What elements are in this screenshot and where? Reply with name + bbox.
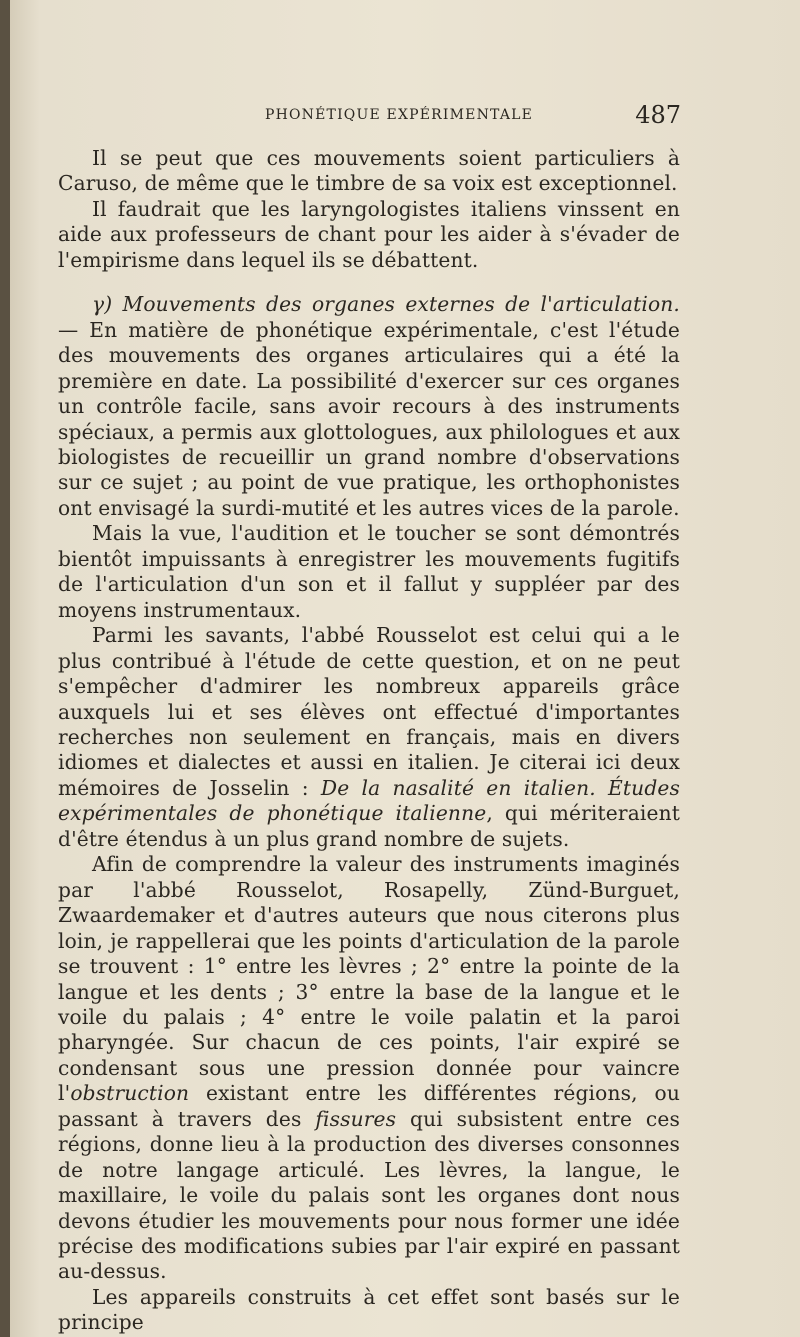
paragraph-caruso: Il se peut que ces mouvements soient particuliers à Caruso, de même que le timbre de sa voix est exceptionnel. bbox=[58, 146, 680, 196]
paragraph-laryngologists: Il faudrait que les laryngologistes italiens vinssent en aide aux professeurs de chant pour les aider à s'évader de l'empirisme dans lequel ils se débattent. bbox=[58, 196, 680, 272]
section-marker: γ) bbox=[92, 292, 113, 317]
paragraph-rousselot bbox=[58, 623, 680, 852]
paragraph-rousselot-text-b: , qui mériteraient d'être étendus à un plus grand nombre de sujets. bbox=[58, 801, 680, 851]
term-obstruction: obstruction bbox=[70, 1081, 190, 1106]
term-fissures: fissures bbox=[315, 1106, 397, 1131]
section-text: — En matière de phonétique expérimentale, c'est l'étude des mouvements des organes articulaires qui a été la première en date. La possibilité d'exercer sur ces organes un contrôle facile, sans avoir recours à des instruments spéciaux, a permis aux glottologues, aux philologues et aux biologistes de recueillir un grand nombre d'observations sur ce sujet ; au point de vue pratique, les orthophonistes ont envisagé la surdi-mutité et les autres vices de la parole. bbox=[58, 317, 680, 520]
paragraph-apparatus: Les appareils construits à cet effet sont basés sur le principe bbox=[58, 1284, 680, 1335]
title-etudes: Études expérimentales de phonétique italienne bbox=[58, 775, 680, 826]
articulation-text-b: existant entre les différentes régions, ou passant à travers des bbox=[58, 1081, 680, 1131]
articulation-text-a: Afin de comprendre la valeur des instruments imaginés par l'abbé Rousselot, Rosapelly, Zünd-Burguet, Zwaardemaker et d'autres auteurs que nous citerons plus loin, je rappellerai que les points d'articulation de la parole se trouvent : 1° entre les lèvres ; 2° entre la pointe de la langue et les dents ; 3° entre la base de la langue et le voile du palais ; 4° entre le voile palatin et la paroi pharyngée. Sur chacun de ces points, l'air expiré se condensant sous une pression donnée pour vaincre l' bbox=[58, 852, 680, 1106]
articulation-text-c: qui subsistent entre ces régions, donne lieu à la production des diverses consonnes de notre langage articulé. Les lèvres, la langue, le maxillaire, le voile du palais sont les organes dont nous devons étudier les mouvements pour nous former une idée précise des modifications subies par l'air expiré en passant au-dessus. bbox=[58, 1106, 680, 1284]
paragraph-articulation-points bbox=[58, 852, 680, 1285]
paragraph-external-organs bbox=[58, 292, 680, 521]
body-text bbox=[58, 146, 680, 1336]
page-number: 487 bbox=[635, 101, 681, 129]
title-nasalite: De la nasalité en italien. bbox=[320, 775, 596, 800]
book-spine-shadow bbox=[0, 0, 10, 1337]
running-head bbox=[58, 101, 680, 131]
paragraph-rousselot-text-a: Parmi les savants, l'abbé Rousselot est celui qui a le plus contribué à l'étude de cette question, et on ne peut s'empêcher d'admirer les nombreux appareils grâce auxquels lui et ses élèves ont effectué d'importantes recherches non seulement en français, mais en divers idiomes et dialectes et aussi en italien. Je citerai ici deux mémoires de Josselin : bbox=[58, 623, 680, 800]
running-head-title: PHONÉTIQUE EXPÉRIMENTALE bbox=[264, 107, 534, 123]
section-heading: Mouvements des organes externes de l'articulation. bbox=[122, 292, 680, 317]
paragraph-senses: Mais la vue, l'audition et le toucher se sont démontrés bientôt impuissants à enregistrer les mouvements fugitifs de l'articulation d'un son et il fallut y suppléer par des moyens instrumentaux. bbox=[58, 521, 680, 622]
